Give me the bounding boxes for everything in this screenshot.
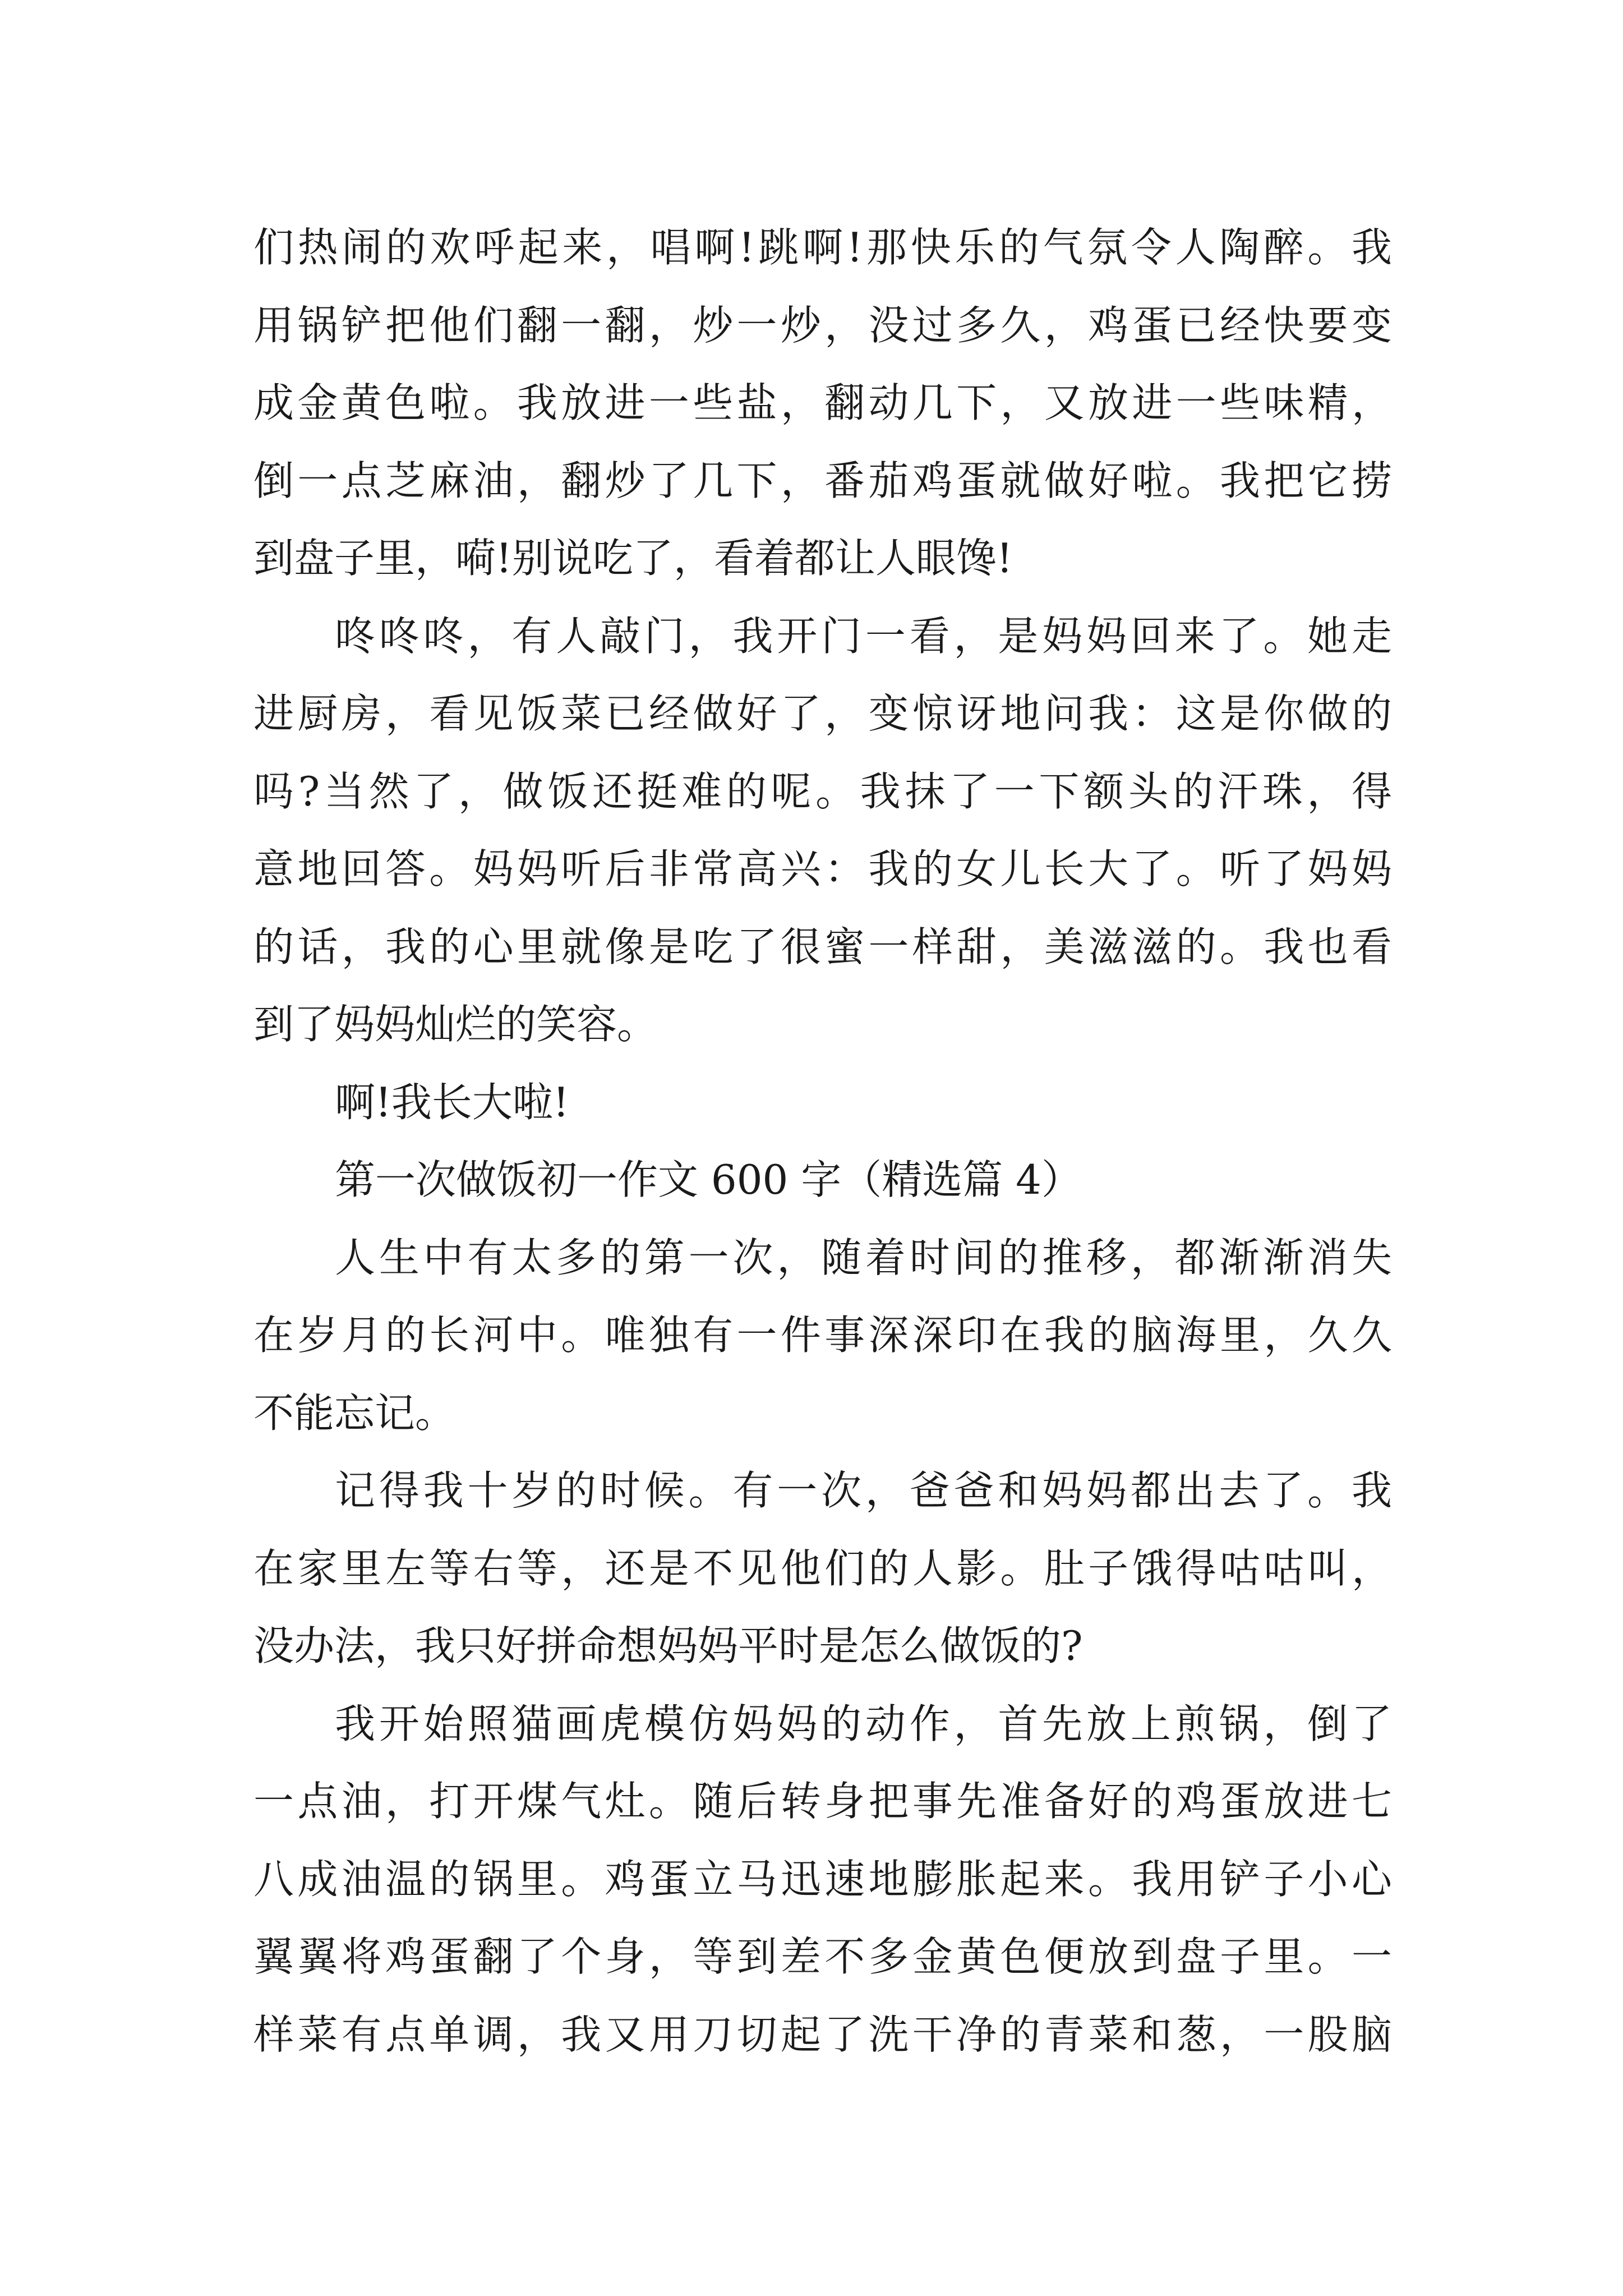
text-line: 翼翼将鸡蛋翻了个身，等到差不多金黄色便放到盘子里。一: [253, 1933, 1392, 1980]
document-body: [253, 209, 1392, 2073]
text-line: 记得我十岁的时候。有一次，爸爸和妈妈都出去了。我: [335, 1467, 1392, 1514]
text-line: 意地回答。妈妈听后非常高兴：我的女儿长大了。听了妈妈: [253, 845, 1392, 892]
text-line: 成金黄色啦。我放进一些盐，翻动几下，又放进一些味精，: [253, 379, 1392, 426]
text-line: 八成油温的锅里。鸡蛋立马迅速地膨胀起来。我用铲子小心: [253, 1855, 1392, 1903]
text-line: 不能忘记。: [253, 1389, 456, 1437]
text-line: 没办法，我只好拼命想妈妈平时是怎么做饭的?: [253, 1622, 1083, 1669]
text-line: 样菜有点单调，我又用刀切起了洗干净的青菜和葱，一股脑: [253, 2010, 1392, 2058]
text-line: 啊!我长大啦!: [335, 1078, 569, 1126]
text-line: 咚咚咚，有人敲门，我开门一看，是妈妈回来了。她走: [335, 612, 1392, 660]
section-heading: 第一次做饭初一作文 600 字（精选篇 4）: [335, 1156, 1082, 1203]
text-line: 的话，我的心里就像是吃了很蜜一样甜，美滋滋的。我也看: [253, 923, 1392, 970]
text-line: 们热闹的欢呼起来，唱啊!跳啊!那快乐的气氛令人陶醉。我: [253, 224, 1392, 271]
text-line: 用锅铲把他们翻一翻，炒一炒，没过多久，鸡蛋已经快要变: [253, 301, 1392, 349]
text-line: 到了妈妈灿烂的笑容。: [253, 1001, 658, 1048]
text-line: 在家里左等右等，还是不见他们的人影。肚子饿得咕咕叫，: [253, 1544, 1392, 1592]
text-line: 倒一点芝麻油，翻炒了几下，番茄鸡蛋就做好啦。我把它捞: [253, 457, 1392, 504]
text-line: 进厨房，看见饭菜已经做好了，变惊讶地问我：这是你做的: [253, 690, 1392, 737]
text-line: 我开始照猫画虎模仿妈妈的动作，首先放上煎锅，倒了: [335, 1700, 1392, 1747]
text-line: 吗?当然了，做饭还挺难的呢。我抹了一下额头的汗珠，得: [253, 767, 1392, 815]
text-line: 到盘子里，嗬!别说吃了，看着都让人眼馋!: [253, 535, 1013, 582]
text-line: 人生中有太多的第一次，随着时间的推移，都渐渐消失: [335, 1234, 1392, 1281]
text-line: 一点油，打开煤气灶。随后转身把事先准备好的鸡蛋放进七: [253, 1778, 1392, 1825]
text-line: 在岁月的长河中。唯独有一件事深深印在我的脑海里，久久: [253, 1312, 1392, 1359]
